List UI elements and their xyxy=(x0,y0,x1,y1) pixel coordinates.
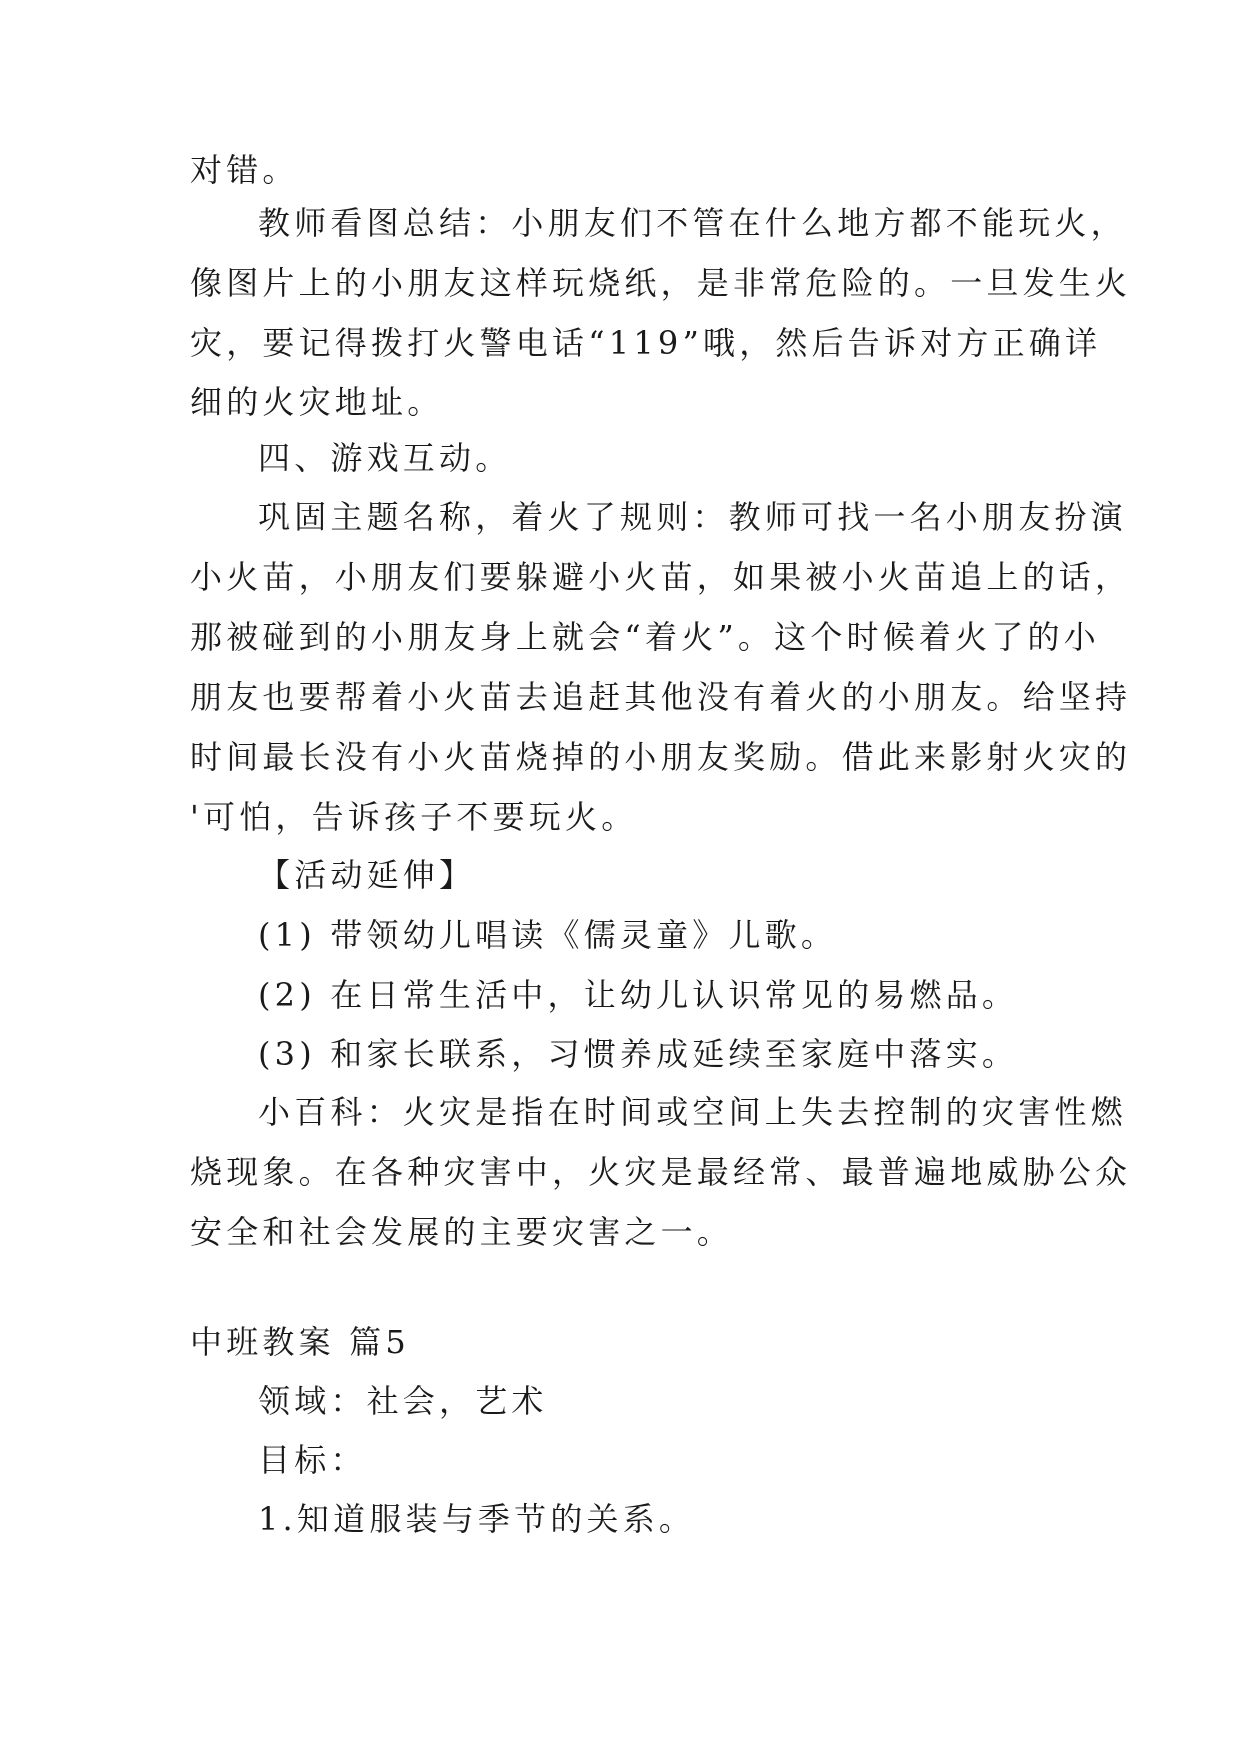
text-line: 小火苗，小朋友们要躲避小火苗，如果被小火苗追上的话， xyxy=(190,558,1132,596)
text-line: 教师看图总结：小朋友们不管在什么地方都不能玩火， xyxy=(258,204,1127,242)
text-line: '可怕，告诉孩子不要玩火。 xyxy=(190,798,638,836)
text-line: 巩固主题名称，着火了规则：教师可找一名小朋友扮演 xyxy=(258,498,1127,536)
text-line: 小百科：火灾是指在时间或空间上失去控制的灾害性燃 xyxy=(258,1093,1127,1131)
section-heading: 四、游戏互动。 xyxy=(258,439,512,477)
list-item: 1.知道服装与季节的关系。 xyxy=(258,1500,696,1538)
text-line: 对错。 xyxy=(190,151,299,189)
text-line: 时间最长没有小火苗烧掉的小朋友奖励。借此来影射火灾的 xyxy=(190,738,1132,776)
text-line: 那被碰到的小朋友身上就会“着火”。这个时候着火了的小 xyxy=(190,618,1100,656)
text-line: 烧现象。在各种灾害中，火灾是最经常、最普遍地威胁公众 xyxy=(190,1153,1132,1191)
section-heading: 【活动延伸】 xyxy=(258,856,476,894)
text-line: 灾，要记得拨打火警电话“119”哦，然后告诉对方正确详 xyxy=(190,324,1102,362)
text-line: 细的火灾地址。 xyxy=(190,383,444,421)
text-line: 像图片上的小朋友这样玩烧纸，是非常危险的。一旦发生火 xyxy=(190,264,1132,302)
list-item: (2) 在日常生活中，让幼儿认识常见的易燃品。 xyxy=(258,976,1019,1014)
text-line: 朋友也要帮着小火苗去追赶其他没有着火的小朋友。给坚持 xyxy=(190,678,1132,716)
section-title: 中班教案 篇5 xyxy=(190,1323,410,1361)
list-item: (1) 带领幼儿唱读《儒灵童》儿歌。 xyxy=(258,916,838,954)
text-line: 目标： xyxy=(258,1441,367,1479)
list-item: (3) 和家长联系，习惯养成延续至家庭中落实。 xyxy=(258,1035,1019,1073)
text-line: 安全和社会发展的主要灾害之一。 xyxy=(190,1213,734,1251)
text-line: 领域：社会，艺术 xyxy=(258,1382,548,1420)
